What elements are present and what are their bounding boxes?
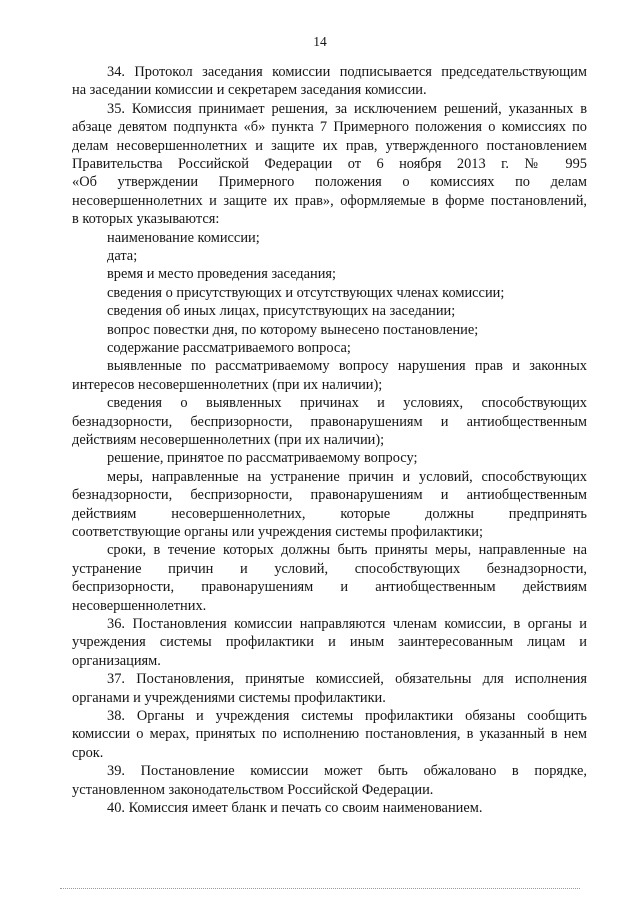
text-line: на заседании комиссии и секретарем заседания комиссии.	[72, 82, 427, 99]
text-line: 34. Протокол заседания комиссии подписывается председательствующим	[107, 64, 587, 80]
text-line: 38. Органы и учреждения системы профилактики обязаны сообщить	[107, 708, 587, 724]
page-number: 14	[313, 34, 327, 49]
text-line: организациям.	[72, 652, 161, 669]
text-line: решение, принятое по рассматриваемому вопросу;	[107, 450, 418, 467]
text-line: несовершеннолетних и защите их прав», оформляемые в форме постановлений,	[72, 192, 587, 209]
text-line: 35. Комиссия принимает решения, за исключением решений, указанных в	[107, 100, 587, 117]
text-line: действиям несовершеннолетних, которые должны предпринять	[72, 505, 587, 522]
text-line: вопрос повестки дня, по которому вынесено постановление;	[107, 321, 479, 338]
text-line: выявленные по рассматриваемому вопросу нарушения прав и законных	[107, 358, 587, 375]
text-line: наименование комиссии;	[107, 229, 260, 246]
text-line: содержание рассматриваемого вопроса;	[107, 340, 351, 356]
text-line: безнадзорности, беспризорности, правонарушениям и антиобщественным	[72, 413, 587, 430]
text-line: срок.	[72, 744, 104, 761]
text-line: действиям несовершеннолетних (при их наличии);	[72, 432, 385, 448]
text-line: интересов несовершеннолетних (при их наличии);	[72, 376, 383, 393]
text-line: делам несовершеннолетних и защите их прав, утвержденного постановлением	[72, 137, 587, 154]
text-line: устранение причин и условий, способствующих безнадзорности,	[72, 560, 587, 577]
text-line: дата;	[107, 248, 138, 264]
text-line: 39. Постановление комиссии может быть обжаловано в порядке,	[107, 763, 587, 780]
text-line: сведения об иных лицах, присутствующих на заседании;	[107, 303, 456, 320]
text-line: 37. Постановления, принятые комиссией, обязательны для исполнения	[107, 671, 587, 688]
text-line: учреждения системы профилактики и иным заинтересованным лицам и	[72, 634, 587, 651]
text-line: установленном законодательством Российской Федерации.	[72, 781, 434, 798]
text-line: меры, направленные на устранение причин и условий, способствующих	[107, 468, 587, 485]
text-line: сроки, в течение которых должны быть приняты меры, направленные на	[107, 542, 587, 559]
text-line: Правительства Российской Федерации от 6 ноября 2013 г. № 995	[72, 156, 587, 172]
text-line: беспризорности, правонарушениям и антиобщественным действиям	[72, 579, 587, 596]
text-line: несовершеннолетних.	[72, 597, 207, 614]
text-line: 36. Постановления комиссии направляются членам комиссии, в органы и	[107, 616, 587, 632]
scan-edge-line	[60, 888, 580, 889]
text-line: 40. Комиссия имеет бланк и печать со своим наименованием.	[107, 800, 483, 816]
text-line: органами и учреждениями системы профилактики.	[72, 689, 386, 706]
text-line: безнадзорности, беспризорности, правонарушениям и антиобщественным	[72, 487, 587, 504]
text-line: сведения о присутствующих и отсутствующих членах комиссии;	[107, 284, 505, 301]
text-line: абзаце девятом подпункта «б» пункта 7 Примерного положения о комиссиях по	[72, 119, 587, 136]
text-line: соответствующие органы или учреждения системы профилактики;	[72, 524, 483, 540]
text-line: сведения о выявленных причинах и условиях, способствующих	[107, 395, 587, 412]
text-line: в которых указываются:	[72, 211, 220, 228]
text-line: «Об утверждении Примерного положения о комиссиях по делам	[72, 174, 587, 191]
text-line: комиссии о мерах, принятых по исполнению постановления, в указанный в нем	[72, 726, 587, 743]
text-line: время и место проведения заседания;	[107, 266, 337, 283]
